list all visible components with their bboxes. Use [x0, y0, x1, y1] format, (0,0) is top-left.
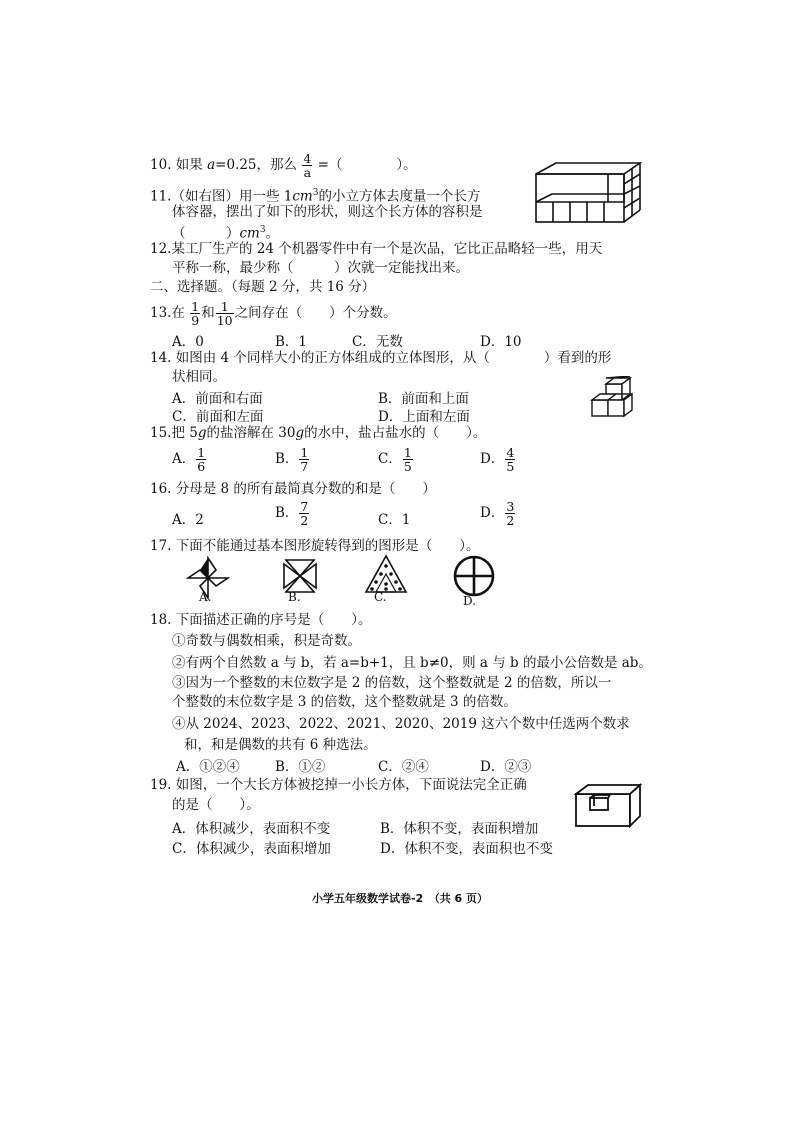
- q14-option-b: B．前面和上面: [378, 391, 469, 407]
- q15: 15.把 5g的盐溶解在 30g的水中，盐占盐水的（ ）。: [150, 425, 487, 441]
- q13: 13.在 $\frac{1}{9}$ 和 $\frac{1}{10}$ 之间存在（ ）个分数。: [150, 299, 397, 328]
- fraction: $\frac{1}{9}$: [191, 299, 200, 328]
- q11-line3: （ ）$cm^3$。: [172, 225, 280, 242]
- q17-label-a: A.: [199, 590, 212, 604]
- q17-label-c: C.: [374, 590, 387, 604]
- q16-option-c: C．1: [378, 512, 411, 528]
- page-footer: 小学五年级数学试卷-2 （共 6 页）: [312, 892, 489, 905]
- q14-option-a: A．前面和右面: [172, 391, 263, 407]
- q15-option-b: B． $\frac{1}{7}$: [275, 445, 309, 474]
- q13-option-c: C．无数: [352, 334, 403, 350]
- container-cubes-figure: [532, 160, 644, 226]
- q18-option-a: A．①②④: [176, 759, 240, 775]
- q16-option-a: A．2: [172, 512, 204, 528]
- q11-line2: 体容器，摆出了如下的形状，则这个长方体的容积是: [172, 204, 483, 220]
- q18-option-b: B．①②: [275, 759, 326, 775]
- q18-statement-2: ②有两个自然数 a 与 b，若 a=b+1，且 b≠0，则 a 与 b 的最小公倍数是 ab。: [172, 655, 652, 671]
- q19-option-b: B．体积不变，表面积增加: [380, 821, 539, 837]
- circle-cross-figure: [452, 554, 496, 598]
- q14-option-c: C．前面和左面: [172, 409, 264, 425]
- q15-option-a: A． $\frac{1}{6}$: [172, 445, 206, 474]
- q18-statement-4a: ④从 2024、2023、2022、2021、2020、2019 这六个数中任选两个数求: [172, 716, 630, 732]
- cube-stack-figure: [588, 376, 640, 420]
- q15-option-d: D． $\frac{4}{5}$: [480, 445, 515, 474]
- q19-line1: 19. 如图，一个大长方体被挖掉一小长方体，下面说法完全正确: [150, 777, 527, 793]
- section-heading: 二、选择题。（每题 2 分，共 16 分）: [150, 279, 376, 295]
- q19-option-a: A．体积减少，表面积不变: [172, 821, 331, 837]
- q19-option-c: C．体积减少，表面积增加: [172, 841, 331, 857]
- fraction: $\frac{1}{10}$: [216, 299, 233, 328]
- q16-option-b: B． $\frac{7}{2}$: [275, 499, 309, 528]
- q13-option-b: B．1: [275, 334, 308, 350]
- q14-option-d: D．上面和左面: [378, 409, 470, 425]
- q14-line1: 14. 如图由 4 个同样大小的正方体组成的立体图形，从（ ）看到的形: [150, 350, 612, 366]
- q16: 16. 分母是 8 的所有最简真分数的和是（ ）: [150, 481, 436, 497]
- q10: 10. 如果 a=0.25，那么 $\frac{4}{a}$ =（ ）。: [150, 151, 417, 180]
- q15-option-c: C． $\frac{1}{5}$: [378, 445, 412, 474]
- q13-option-a: A．0: [172, 334, 204, 350]
- q18-statement-4b: 和，和是偶数的共有 6 种选法。: [184, 737, 377, 753]
- q16-option-d: D． $\frac{3}{2}$: [480, 499, 515, 528]
- q19-line2: 的是（ ）。: [172, 797, 260, 813]
- q18-statement-1: ①奇数与偶数相乘，积是奇数。: [172, 633, 361, 649]
- q11-line1: 11.（如右图）用一些 $1cm^3$的小立方体去度量一个长方: [150, 188, 481, 205]
- cuboid-cutout-figure: [572, 782, 644, 830]
- q17-label-b: B.: [288, 590, 301, 604]
- q17-label-d: D.: [463, 594, 477, 608]
- q17: 17. 下面不能通过基本图形旋转得到的图形是（ ）。: [150, 538, 480, 554]
- q13-option-d: D．10: [480, 334, 522, 350]
- q12-line1: 12.某工厂生产的 24 个机器零件中有一个是次品，它比正品略轻一些，用天: [150, 241, 603, 257]
- q18-statement-3a: ③因为一个整数的末位数字是 2 的倍数，这个整数就是 2 的倍数，所以一: [172, 675, 612, 691]
- q12-line2: 平称一称，最少称（ ）次就一定能找出来。: [172, 260, 469, 276]
- q14-line2: 状相同。: [172, 369, 226, 385]
- q18-option-d: D．②③: [480, 759, 532, 775]
- q18: 18. 下面描述正确的序号是（ ）。: [150, 612, 372, 628]
- q18-option-c: C．②④: [378, 759, 429, 775]
- triangle-dots-figure: [364, 554, 408, 594]
- fraction: $\frac{4}{a}$: [303, 151, 312, 180]
- q19-option-d: D．体积不变，表面积也不变: [380, 841, 553, 857]
- q18-statement-3b: 个整数的末位数字是 3 的倍数，这个整数就是 3 的倍数。: [172, 694, 517, 710]
